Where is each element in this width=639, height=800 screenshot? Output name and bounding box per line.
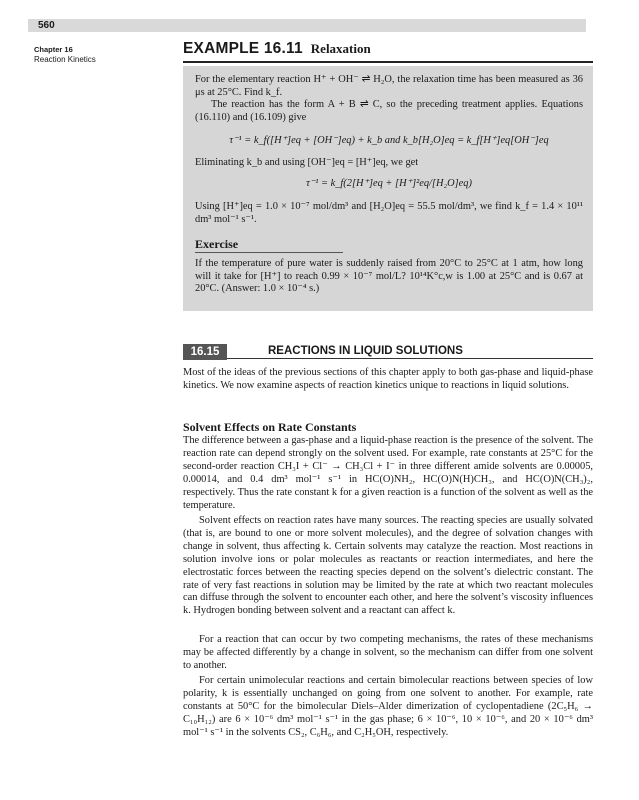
page-number-bar: [28, 19, 586, 32]
section-title: REACTIONS IN LIQUID SOLUTIONS: [268, 345, 463, 357]
example-paragraph-2: The reaction has the form A + B ⇌ C, so the preceding treatment applies. Equations (16.110) and (16.109) give: [195, 99, 583, 123]
exercise-heading: Exercise: [195, 237, 239, 251]
subsection-heading: Solvent Effects on Rate Constants: [183, 420, 357, 434]
example-label: EXAMPLE 16.11: [183, 40, 303, 57]
paragraph-4: For certain unimolecular reactions and certain bimolecular reactions between species of low polarity, k is essentially unchanged on going from one solvent to another. For example, rate constants at 50°C for the bimolecular Diels–Alder dimerization of cyclopentadiene (2C₅H₆ → C₁₀H₁₂) are 6 × 10⁻⁶ dm³ mol⁻¹ s⁻¹ in the gas phase; 6 × 10⁻⁶, 10 × 10⁻⁶, and 20 × 10⁻⁶ dm³ mol⁻¹ s⁻¹ in the solvents CS₂, C₆H₆, and C₂H₅OH, respectively.: [183, 675, 593, 738]
margin-chapter: Chapter 16: [34, 45, 73, 54]
example-title: [183, 40, 593, 58]
exercise-rule: [195, 252, 343, 253]
margin-note: [34, 45, 164, 65]
example-paragraph-3: Eliminating k_b and using [OH⁻]eq = [H⁺]eq, we get: [195, 157, 419, 168]
section-intro: Most of the ideas of the previous sections of this chapter apply to both gas-phase and liquid-phase kinetics. We now examine aspects of reaction kinetics unique to reactions in liquid solutions.: [183, 367, 593, 391]
paragraph-1: The difference between a gas-phase and a liquid-phase reaction is the presence of the solvent. The reaction rate can depend strongly on the solvent used. For example, rate constants at 25°C for the second-order reaction CH₃I + Cl⁻ → CH₃Cl + I⁻ in three different amide solvents are 0.00005, 0.00014, and 0.4 dm³ mol⁻¹ s⁻¹ in HC(O)NH₂, HC(O)N(H)CH₃, and HC(O)N(CH₃)₂, respectively. Thus the rate constant k for a given reaction is a function of the solvent as well as the temperature.: [183, 435, 593, 511]
example-paragraph-4: Using [H⁺]eq = 1.0 × 10⁻⁷ mol/dm³ and [H₂O]eq = 55.5 mol/dm³, we find k_f = 1.4 × 10¹¹ dm³ mol⁻¹ s⁻¹.: [195, 201, 583, 225]
example-rule: [183, 61, 593, 63]
paragraph-2: Solvent effects on reaction rates have many sources. The reacting species are usually solvated (that is, are bound to one or more solvent molecules), and the degree of solvation changes with change in solvent, thus affecting k. Certain solvents may catalyze the reaction. Most reactions in solution involve ions or polar molecules as reactants or reaction intermediates, and here the electrostatic forces between the reacting species depend on the solvent’s dielectric constant. The rate of very fast reactions in solution may be limited by the rate at which two reactant molecules can diffuse through the solvent to encounter each other, and here the solvent’s viscosity influences k. Hydrogen bonding between solvent and a reactant can affect k.: [183, 515, 593, 617]
page-number: 560: [38, 20, 55, 31]
margin-subject: Reaction Kinetics: [34, 55, 96, 64]
example-equation-2: τ⁻¹ = k_f(2[H⁺]eq + [H⁺]²eq/[H₂O]eq): [306, 178, 472, 189]
section-number: 16.15: [183, 344, 227, 360]
example-paragraph-1: For the elementary reaction H⁺ + OH⁻ ⇌ H₂O, the relaxation time has been measured as 36 μs at 25°C. Find k_f.: [195, 74, 583, 98]
exercise-text: If the temperature of pure water is suddenly raised from 20°C to 25°C at 1 atm, how long will it take for [H⁺] to reach 0.99 × 10⁻⁷ mol/L? 10¹⁴K°c,w is 1.00 at 25°C and is 0.67 at 20°C. (Answer: 1.0 × 10⁻⁴ s.): [195, 258, 583, 294]
example-equation-1: τ⁻¹ = k_f([H⁺]eq + [OH⁻]eq) + k_b and k_b[H₂O]eq = k_f[H⁺]eq[OH⁻]eq: [229, 135, 549, 146]
example-box: [183, 66, 593, 311]
paragraph-3: For a reaction that can occur by two competing mechanisms, the rates of these mechanisms may be affected differently by a change in solvent, so the mechanism can differ from one solvent to another.: [183, 634, 593, 671]
example-name: Relaxation: [310, 41, 371, 56]
